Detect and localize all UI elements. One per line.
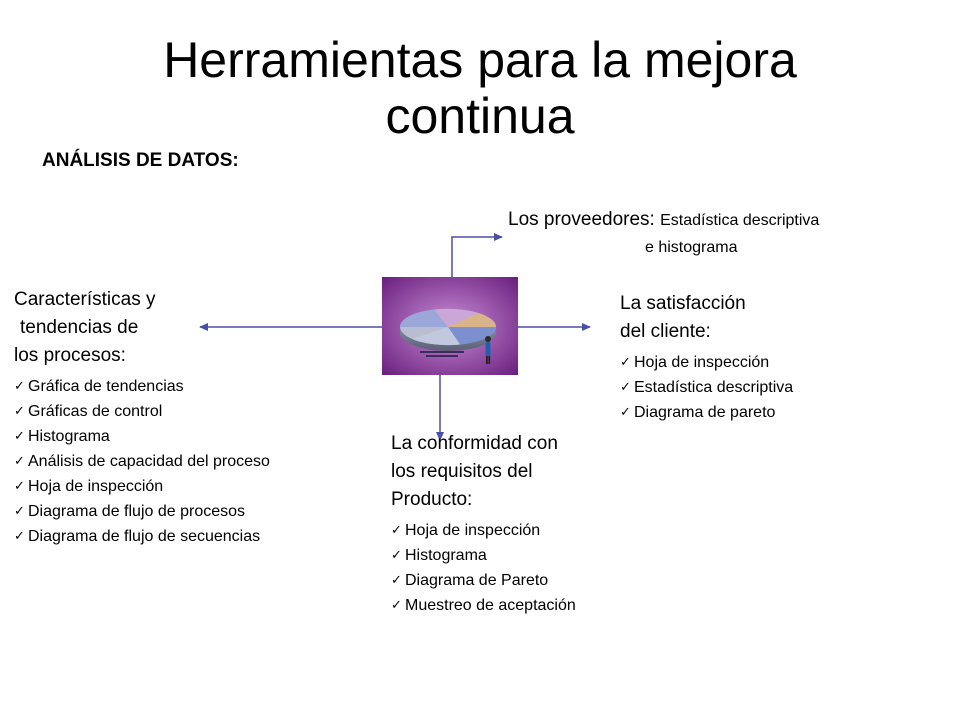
list-item: ✓ Hoja de inspección	[620, 350, 793, 375]
list-item: ✓ Histograma	[14, 424, 270, 449]
suppliers-tools-continued: e histograma	[645, 239, 738, 256]
heading-line: La conformidad con	[391, 433, 558, 454]
list-item: ✓ Gráficas de control	[14, 399, 270, 424]
suppliers-block	[508, 206, 819, 261]
list-item: ✓ Hoja de inspección	[14, 474, 270, 499]
slide-title	[0, 32, 960, 144]
heading-line: del cliente:	[620, 321, 711, 342]
process-characteristics-heading	[14, 286, 270, 370]
customer-satisfaction-block	[620, 290, 793, 425]
list-item: ✓ Diagrama de flujo de procesos	[14, 499, 270, 524]
list-item: ✓ Gráfica de tendencias	[14, 374, 270, 399]
product-conformity-block	[391, 430, 576, 618]
list-item: ✓ Diagrama de Pareto	[391, 568, 576, 593]
title-line-1: Herramientas para la mejora	[163, 32, 797, 88]
list-item: ✓ Hoja de inspección	[391, 518, 576, 543]
section-subtitle: ANÁLISIS DE DATOS:	[42, 150, 239, 171]
heading-line: Producto:	[391, 489, 473, 510]
heading-line: tendencias de	[20, 317, 139, 338]
list-item: ✓ Diagrama de flujo de secuencias	[14, 524, 270, 549]
arrow-to-suppliers	[452, 237, 502, 277]
list-item: ✓ Estadística descriptiva	[620, 375, 793, 400]
heading-line: los requisitos del	[391, 461, 533, 482]
list-item: ✓ Diagrama de pareto	[620, 400, 793, 425]
product-conformity-heading	[391, 430, 576, 514]
list-item: ✓ Análisis de capacidad del proceso	[14, 449, 270, 474]
heading-line: La satisfacción	[620, 293, 746, 314]
product-conformity-list	[391, 518, 576, 618]
process-characteristics-block	[14, 286, 270, 549]
heading-line: los procesos:	[14, 345, 126, 366]
customer-satisfaction-list	[620, 350, 793, 425]
list-item: ✓ Muestreo de aceptación	[391, 593, 576, 618]
title-line-2: continua	[385, 88, 575, 144]
suppliers-lead: Los proveedores:	[508, 209, 655, 230]
pie-chart-illustration-icon	[382, 277, 518, 375]
customer-satisfaction-heading	[620, 290, 793, 346]
suppliers-tools: Estadística descriptiva	[660, 212, 820, 229]
process-characteristics-list	[14, 374, 270, 549]
list-item: ✓ Histograma	[391, 543, 576, 568]
heading-line: Características y	[14, 289, 156, 310]
